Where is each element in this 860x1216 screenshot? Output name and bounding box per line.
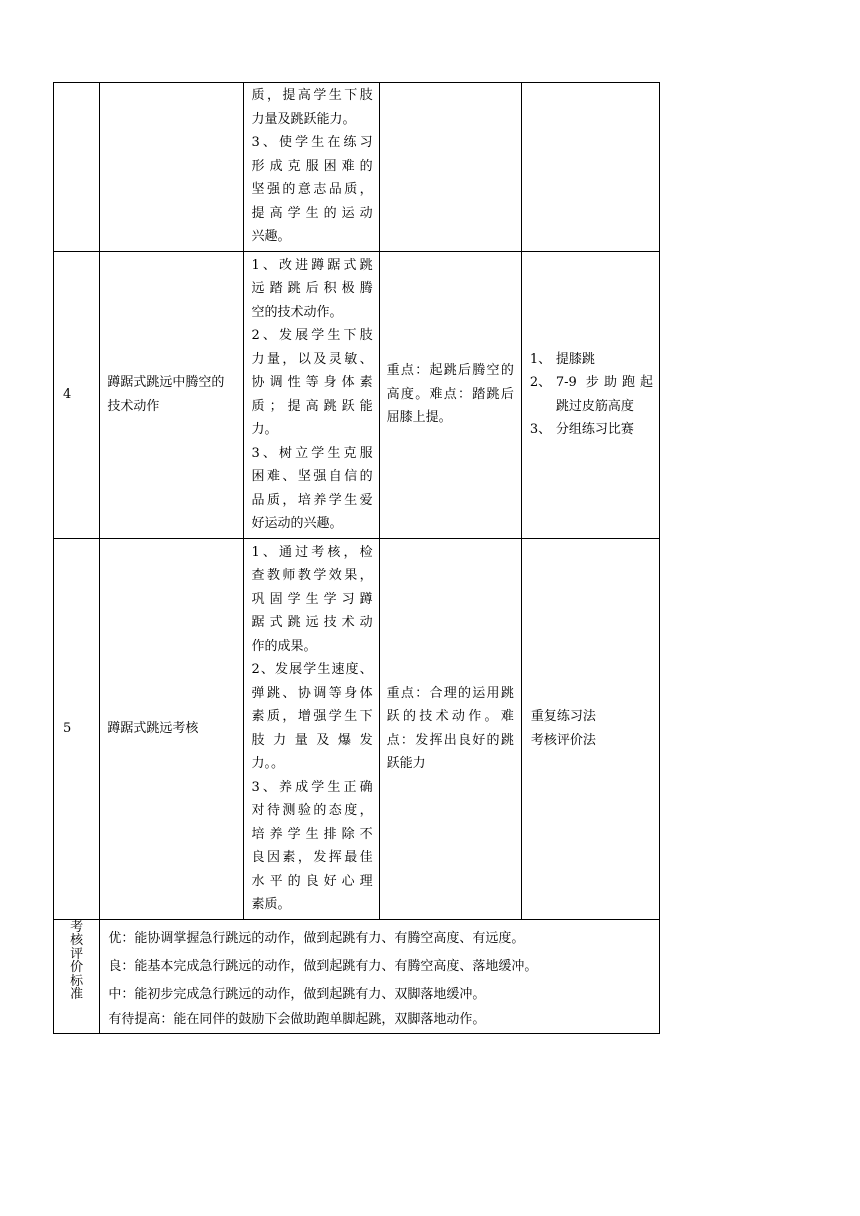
list-item bbox=[530, 371, 653, 418]
evaluation-label-char: 核 bbox=[70, 933, 84, 948]
evaluation-criteria-cell bbox=[100, 919, 660, 1033]
lesson-number-cell bbox=[54, 251, 100, 538]
methods-list bbox=[522, 348, 659, 442]
evaluation-row bbox=[54, 919, 660, 1033]
table-row bbox=[54, 83, 660, 252]
methods-cell bbox=[521, 538, 659, 919]
method-text: 提膝跳 bbox=[555, 351, 595, 367]
table-row bbox=[54, 251, 660, 538]
lesson-number-cell bbox=[54, 83, 100, 252]
goals-cell bbox=[243, 83, 379, 252]
methods-cell bbox=[521, 251, 659, 538]
goal-line: 踞式跳远技术动 bbox=[251, 615, 373, 630]
criterion-excellent: 优：能协调掌握急行跳远的动作，做到起跳有力、有腾空高度、有远度。 bbox=[108, 930, 525, 946]
goal-line: 好运动的兴趣。 bbox=[251, 516, 343, 531]
methods-cell bbox=[521, 83, 659, 252]
goal-line: 素质。 bbox=[251, 897, 291, 912]
method-text: 重复练习法 bbox=[530, 709, 596, 724]
key-points-text: 重点：起跳后腾空的高度。难点：踏跳后屈膝上提。 bbox=[386, 363, 514, 426]
goal-line: 作的成果。 bbox=[251, 638, 317, 654]
goal-line: 品质，培养学生爱 bbox=[251, 492, 373, 508]
goal-line: 形成克服困难的 bbox=[251, 158, 373, 174]
method-text: 跳过皮筋高度 bbox=[555, 398, 634, 414]
table-row bbox=[54, 538, 660, 919]
evaluation-label-char: 准 bbox=[70, 987, 84, 1002]
evaluation-label-cell bbox=[54, 919, 100, 1033]
goals-cell bbox=[243, 538, 379, 919]
key-points-cell bbox=[379, 538, 521, 919]
goal-line: 查教师教学效果， bbox=[251, 568, 373, 583]
goal-line: 力量，以及灵敏、 bbox=[251, 351, 373, 367]
goal-line: 水平的良好心理 bbox=[251, 873, 373, 889]
goal-line: 兴趣。 bbox=[251, 229, 291, 244]
lesson-number: 4 bbox=[63, 387, 72, 402]
goal-line: 质；提高跳跃能 bbox=[251, 398, 373, 414]
goal-line: 1、通过考核，检 bbox=[251, 544, 373, 560]
goal-line: 1、改进蹲踞式跳 bbox=[251, 257, 373, 273]
goals-cell bbox=[243, 251, 379, 538]
goal-line: 3、使学生在练习 bbox=[251, 135, 373, 150]
lesson-title: 蹲踞式跳远中腾空的技术动作 bbox=[107, 375, 225, 414]
list-item bbox=[530, 418, 653, 442]
method-number: 2、 bbox=[529, 375, 552, 390]
goal-line: 协调性等身体素 bbox=[251, 375, 373, 390]
evaluation-label-char: 评 bbox=[70, 946, 84, 962]
goal-line: 远踏跳后积极腾 bbox=[251, 281, 373, 296]
goal-line: 2、发展学生速度、 bbox=[251, 662, 373, 677]
list-item bbox=[530, 348, 653, 372]
goal-line: 3、养成学生正确 bbox=[251, 779, 373, 795]
criterion-fair: 中：能初步完成急行跳远的动作，做到起跳有力、双脚落地缓冲。 bbox=[108, 986, 486, 1002]
lesson-number: 5 bbox=[63, 721, 72, 736]
criterion-needs-improvement: 有待提高：能在同伴的鼓励下会做助跑单脚起跳，双脚落地动作。 bbox=[108, 1011, 486, 1027]
goal-line: 空的技术动作。 bbox=[251, 304, 343, 320]
goal-line: 提高学生的运动 bbox=[251, 205, 373, 221]
goal-line: 对待测验的态度， bbox=[251, 803, 373, 818]
goal-line: 素质，增强学生下 bbox=[251, 709, 373, 724]
method-text: 分组练习比赛 bbox=[555, 422, 634, 437]
method-number: 3、 bbox=[529, 422, 552, 437]
goal-line: 力量及跳跃能力。 bbox=[251, 111, 356, 127]
lesson-number-cell bbox=[54, 538, 100, 919]
goal-line: 2、发展学生下肢 bbox=[251, 328, 373, 343]
lesson-plan-table bbox=[53, 82, 660, 1034]
goal-line: 困难、坚强自信的 bbox=[251, 469, 373, 484]
goal-line: 肢力量及爆发 bbox=[251, 732, 373, 748]
goal-line: 巩固学生学习蹲 bbox=[251, 591, 373, 607]
goal-line: 培养学生排除不 bbox=[251, 826, 373, 842]
goal-line: 力。。 bbox=[251, 756, 285, 771]
goal-line: 质，提高学生下肢 bbox=[251, 88, 373, 103]
lesson-title-cell bbox=[100, 83, 243, 252]
goal-line: 坚强的意志品质， bbox=[251, 182, 373, 197]
method-number: 1、 bbox=[529, 351, 552, 367]
lesson-title-cell bbox=[100, 251, 243, 538]
key-points-text: 重点：合理的运用跳跃的技术动作。难点：发挥出良好的跳跃能力 bbox=[386, 685, 514, 771]
lesson-title: 蹲踞式跳远考核 bbox=[107, 720, 199, 736]
evaluation-label-char: 考 bbox=[70, 919, 84, 935]
evaluation-label-char: 标 bbox=[70, 973, 84, 989]
goal-line: 良因素，发挥最佳 bbox=[251, 850, 373, 865]
key-points-cell bbox=[379, 251, 521, 538]
method-text: 7-9 步助跑起 bbox=[555, 375, 653, 390]
lesson-title-cell bbox=[100, 538, 243, 919]
goal-line: 弹跳、协调等身体 bbox=[251, 685, 373, 701]
method-text: 考核评价法 bbox=[530, 732, 596, 748]
evaluation-label-char: 价 bbox=[70, 960, 84, 975]
key-points-cell bbox=[379, 83, 521, 252]
criterion-good: 良：能基本完成急行跳远的动作，做到起跳有力、有腾空高度、落地缓冲。 bbox=[108, 958, 538, 974]
goal-line: 3、树立学生克服 bbox=[251, 445, 373, 461]
goal-line: 力。 bbox=[251, 422, 278, 437]
